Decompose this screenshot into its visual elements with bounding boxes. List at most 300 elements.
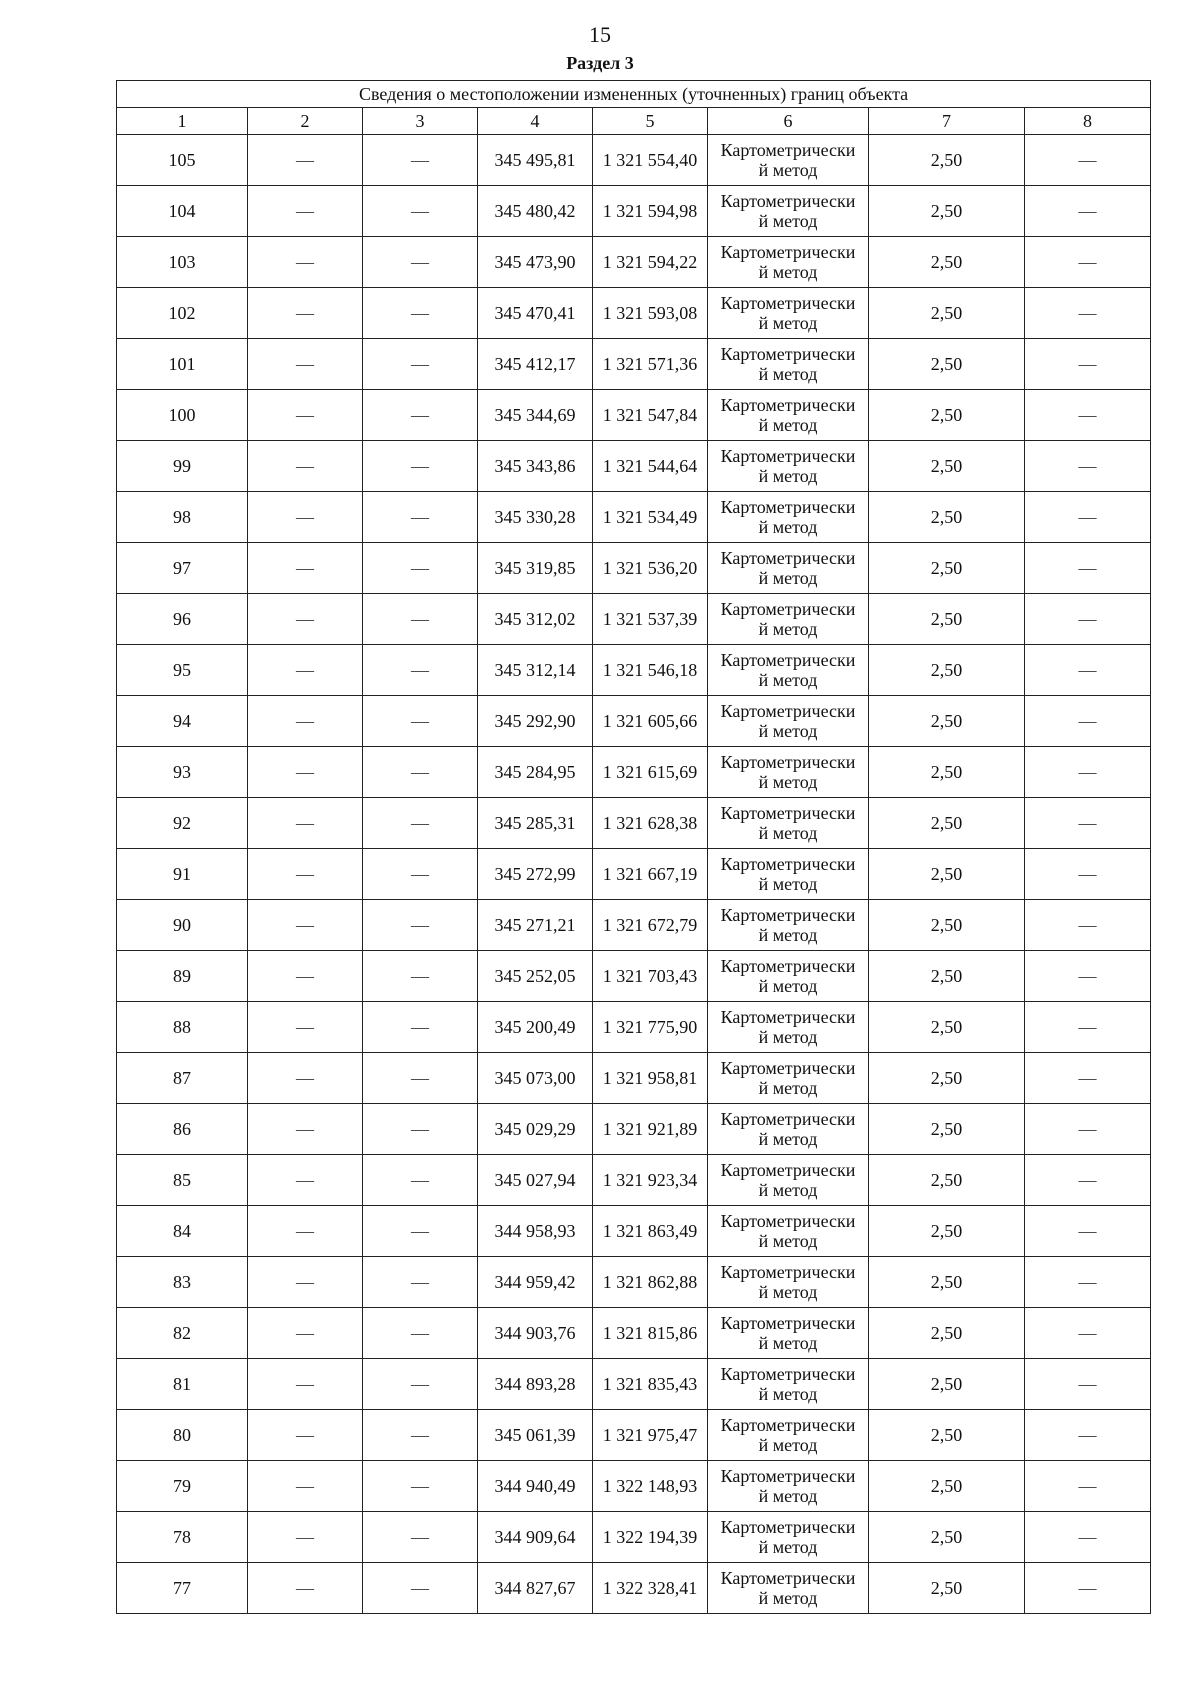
col8-dash-cell: — <box>1025 696 1151 747</box>
coordinate-x-cell: 345 480,42 <box>478 186 593 237</box>
col2-dash-cell: — <box>248 441 363 492</box>
point-number-cell: 96 <box>117 594 248 645</box>
col2-dash-cell: — <box>248 900 363 951</box>
method-cell <box>708 390 869 441</box>
table-row <box>117 951 1151 1002</box>
col3-dash-cell: — <box>363 1563 478 1614</box>
col8-dash-cell: — <box>1025 339 1151 390</box>
method-line-2: й метод <box>758 1282 818 1302</box>
accuracy-cell: 2,50 <box>869 1257 1025 1308</box>
method-line-2: й метод <box>758 415 818 435</box>
col8-dash-cell: — <box>1025 849 1151 900</box>
method-cell <box>708 441 869 492</box>
method-cell <box>708 645 869 696</box>
method-cell <box>708 237 869 288</box>
col2-dash-cell: — <box>248 1308 363 1359</box>
table-row <box>117 339 1151 390</box>
method-line-2: й метод <box>758 211 818 231</box>
coordinate-y-cell: 1 321 546,18 <box>593 645 708 696</box>
method-line-1: Картометрически <box>720 395 856 415</box>
method-line-2: й метод <box>758 466 818 486</box>
coordinate-y-cell: 1 321 921,89 <box>593 1104 708 1155</box>
method-cell <box>708 1002 869 1053</box>
method-line-2: й метод <box>758 925 818 945</box>
boundary-coordinates-table <box>116 80 1151 1614</box>
col8-dash-cell: — <box>1025 1461 1151 1512</box>
coordinate-y-cell: 1 321 667,19 <box>593 849 708 900</box>
table-row <box>117 1359 1151 1410</box>
col3-dash-cell: — <box>363 288 478 339</box>
col2-dash-cell: — <box>248 645 363 696</box>
accuracy-cell: 2,50 <box>869 492 1025 543</box>
method-line-2: й метод <box>758 517 818 537</box>
method-line-2: й метод <box>758 1435 818 1455</box>
method-line-1: Картометрически <box>720 1313 856 1333</box>
col3-dash-cell: — <box>363 186 478 237</box>
method-cell <box>708 696 869 747</box>
method-line-2: й метод <box>758 772 818 792</box>
method-line-1: Картометрически <box>720 497 856 517</box>
point-number-cell: 79 <box>117 1461 248 1512</box>
method-cell <box>708 186 869 237</box>
method-line-1: Картометрически <box>720 1211 856 1231</box>
table-row <box>117 1002 1151 1053</box>
accuracy-cell: 2,50 <box>869 645 1025 696</box>
method-line-2: й метод <box>758 823 818 843</box>
col2-dash-cell: — <box>248 951 363 1002</box>
method-line-2: й метод <box>758 670 818 690</box>
method-line-1: Картометрически <box>720 701 856 721</box>
coordinate-x-cell: 344 893,28 <box>478 1359 593 1410</box>
coordinate-x-cell: 345 284,95 <box>478 747 593 798</box>
method-line-2: й метод <box>758 1078 818 1098</box>
col3-dash-cell: — <box>363 543 478 594</box>
column-header-8: 8 <box>1025 108 1151 135</box>
point-number-cell: 89 <box>117 951 248 1002</box>
col8-dash-cell: — <box>1025 543 1151 594</box>
method-cell <box>708 1410 869 1461</box>
coordinate-y-cell: 1 321 628,38 <box>593 798 708 849</box>
coordinate-x-cell: 345 495,81 <box>478 135 593 186</box>
col8-dash-cell: — <box>1025 1053 1151 1104</box>
col8-dash-cell: — <box>1025 1359 1151 1410</box>
col3-dash-cell: — <box>363 1461 478 1512</box>
table-caption: Сведения о местоположении измененных (уточненных) границ объекта <box>117 81 1151 108</box>
coordinate-x-cell: 344 827,67 <box>478 1563 593 1614</box>
col2-dash-cell: — <box>248 747 363 798</box>
coordinate-x-cell: 345 271,21 <box>478 900 593 951</box>
table-row <box>117 288 1151 339</box>
column-header-2: 2 <box>248 108 363 135</box>
col3-dash-cell: — <box>363 492 478 543</box>
col8-dash-cell: — <box>1025 237 1151 288</box>
accuracy-cell: 2,50 <box>869 747 1025 798</box>
table-row <box>117 747 1151 798</box>
col2-dash-cell: — <box>248 390 363 441</box>
col3-dash-cell: — <box>363 1104 478 1155</box>
accuracy-cell: 2,50 <box>869 696 1025 747</box>
column-header-7: 7 <box>869 108 1025 135</box>
method-line-1: Картометрически <box>720 1007 856 1027</box>
accuracy-cell: 2,50 <box>869 1053 1025 1104</box>
coordinate-y-cell: 1 322 194,39 <box>593 1512 708 1563</box>
col8-dash-cell: — <box>1025 1257 1151 1308</box>
method-cell <box>708 1308 869 1359</box>
method-cell <box>708 1359 869 1410</box>
column-header-1: 1 <box>117 108 248 135</box>
col8-dash-cell: — <box>1025 135 1151 186</box>
coordinate-y-cell: 1 321 536,20 <box>593 543 708 594</box>
coordinate-y-cell: 1 321 672,79 <box>593 900 708 951</box>
method-line-1: Картометрически <box>720 140 856 160</box>
point-number-cell: 88 <box>117 1002 248 1053</box>
column-header-6: 6 <box>708 108 869 135</box>
point-number-cell: 83 <box>117 1257 248 1308</box>
point-number-cell: 99 <box>117 441 248 492</box>
column-header-5: 5 <box>593 108 708 135</box>
coordinate-y-cell: 1 321 975,47 <box>593 1410 708 1461</box>
col3-dash-cell: — <box>363 798 478 849</box>
coordinate-y-cell: 1 321 571,36 <box>593 339 708 390</box>
accuracy-cell: 2,50 <box>869 339 1025 390</box>
accuracy-cell: 2,50 <box>869 1104 1025 1155</box>
method-line-2: й метод <box>758 1027 818 1047</box>
col2-dash-cell: — <box>248 696 363 747</box>
method-line-1: Картометрически <box>720 344 856 364</box>
table-row <box>117 1410 1151 1461</box>
col2-dash-cell: — <box>248 339 363 390</box>
coordinate-y-cell: 1 322 328,41 <box>593 1563 708 1614</box>
col3-dash-cell: — <box>363 951 478 1002</box>
method-line-2: й метод <box>758 364 818 384</box>
accuracy-cell: 2,50 <box>869 237 1025 288</box>
col8-dash-cell: — <box>1025 390 1151 441</box>
col3-dash-cell: — <box>363 1053 478 1104</box>
col2-dash-cell: — <box>248 1104 363 1155</box>
table-row <box>117 390 1151 441</box>
col8-dash-cell: — <box>1025 441 1151 492</box>
method-line-1: Картометрически <box>720 1415 856 1435</box>
method-cell <box>708 1206 869 1257</box>
accuracy-cell: 2,50 <box>869 1308 1025 1359</box>
table-row <box>117 441 1151 492</box>
coordinate-y-cell: 1 321 594,98 <box>593 186 708 237</box>
col3-dash-cell: — <box>363 900 478 951</box>
method-cell <box>708 1257 869 1308</box>
coordinate-y-cell: 1 321 534,49 <box>593 492 708 543</box>
point-number-cell: 80 <box>117 1410 248 1461</box>
table-row <box>117 849 1151 900</box>
method-line-1: Картометрически <box>720 854 856 874</box>
accuracy-cell: 2,50 <box>869 135 1025 186</box>
method-line-1: Картометрически <box>720 650 856 670</box>
method-line-1: Картометрически <box>720 446 856 466</box>
col8-dash-cell: — <box>1025 1206 1151 1257</box>
coordinate-y-cell: 1 321 594,22 <box>593 237 708 288</box>
col2-dash-cell: — <box>248 237 363 288</box>
col2-dash-cell: — <box>248 1410 363 1461</box>
point-number-cell: 78 <box>117 1512 248 1563</box>
col2-dash-cell: — <box>248 492 363 543</box>
accuracy-cell: 2,50 <box>869 1563 1025 1614</box>
method-line-1: Картометрически <box>720 803 856 823</box>
accuracy-cell: 2,50 <box>869 1206 1025 1257</box>
method-line-2: й метод <box>758 1129 818 1149</box>
method-cell <box>708 1053 869 1104</box>
point-number-cell: 91 <box>117 849 248 900</box>
method-cell <box>708 339 869 390</box>
coordinate-x-cell: 344 909,64 <box>478 1512 593 1563</box>
point-number-cell: 101 <box>117 339 248 390</box>
col8-dash-cell: — <box>1025 1410 1151 1461</box>
col2-dash-cell: — <box>248 543 363 594</box>
coordinate-x-cell: 345 312,14 <box>478 645 593 696</box>
point-number-cell: 94 <box>117 696 248 747</box>
table-row <box>117 798 1151 849</box>
coordinate-y-cell: 1 321 923,34 <box>593 1155 708 1206</box>
accuracy-cell: 2,50 <box>869 900 1025 951</box>
method-cell <box>708 1104 869 1155</box>
col2-dash-cell: — <box>248 1257 363 1308</box>
accuracy-cell: 2,50 <box>869 543 1025 594</box>
col3-dash-cell: — <box>363 696 478 747</box>
coordinate-x-cell: 345 292,90 <box>478 696 593 747</box>
coordinate-x-cell: 345 470,41 <box>478 288 593 339</box>
coordinate-x-cell: 345 061,39 <box>478 1410 593 1461</box>
point-number-cell: 86 <box>117 1104 248 1155</box>
accuracy-cell: 2,50 <box>869 1410 1025 1461</box>
point-number-cell: 77 <box>117 1563 248 1614</box>
coordinate-x-cell: 345 312,02 <box>478 594 593 645</box>
table-body <box>117 135 1151 1614</box>
column-header-4: 4 <box>478 108 593 135</box>
table-row <box>117 1563 1151 1614</box>
method-line-1: Картометрически <box>720 293 856 313</box>
method-line-2: й метод <box>758 721 818 741</box>
coordinate-y-cell: 1 321 815,86 <box>593 1308 708 1359</box>
col3-dash-cell: — <box>363 1155 478 1206</box>
method-line-2: й метод <box>758 976 818 996</box>
accuracy-cell: 2,50 <box>869 186 1025 237</box>
table-row <box>117 594 1151 645</box>
table-row <box>117 696 1151 747</box>
point-number-cell: 97 <box>117 543 248 594</box>
method-line-2: й метод <box>758 874 818 894</box>
coordinate-x-cell: 344 958,93 <box>478 1206 593 1257</box>
col3-dash-cell: — <box>363 1002 478 1053</box>
coordinate-y-cell: 1 321 703,43 <box>593 951 708 1002</box>
table-row <box>117 645 1151 696</box>
col8-dash-cell: — <box>1025 1104 1151 1155</box>
coordinate-x-cell: 345 285,31 <box>478 798 593 849</box>
method-line-1: Картометрически <box>720 242 856 262</box>
method-cell <box>708 900 869 951</box>
point-number-cell: 105 <box>117 135 248 186</box>
method-cell <box>708 1461 869 1512</box>
method-line-1: Картометрически <box>720 1364 856 1384</box>
col8-dash-cell: — <box>1025 186 1151 237</box>
coordinate-x-cell: 345 319,85 <box>478 543 593 594</box>
method-cell <box>708 1512 869 1563</box>
coordinate-x-cell: 345 344,69 <box>478 390 593 441</box>
column-header-3: 3 <box>363 108 478 135</box>
coordinate-y-cell: 1 322 148,93 <box>593 1461 708 1512</box>
point-number-cell: 102 <box>117 288 248 339</box>
accuracy-cell: 2,50 <box>869 390 1025 441</box>
col2-dash-cell: — <box>248 186 363 237</box>
col3-dash-cell: — <box>363 594 478 645</box>
method-line-1: Картометрически <box>720 905 856 925</box>
method-line-2: й метод <box>758 1384 818 1404</box>
accuracy-cell: 2,50 <box>869 1461 1025 1512</box>
point-number-cell: 95 <box>117 645 248 696</box>
col2-dash-cell: — <box>248 798 363 849</box>
point-number-cell: 81 <box>117 1359 248 1410</box>
col2-dash-cell: — <box>248 1512 363 1563</box>
col8-dash-cell: — <box>1025 594 1151 645</box>
col2-dash-cell: — <box>248 1155 363 1206</box>
col8-dash-cell: — <box>1025 798 1151 849</box>
method-line-1: Картометрически <box>720 548 856 568</box>
coordinate-y-cell: 1 321 775,90 <box>593 1002 708 1053</box>
col8-dash-cell: — <box>1025 1563 1151 1614</box>
point-number-cell: 93 <box>117 747 248 798</box>
coordinate-x-cell: 345 200,49 <box>478 1002 593 1053</box>
method-line-2: й метод <box>758 262 818 282</box>
coordinate-x-cell: 345 029,29 <box>478 1104 593 1155</box>
method-cell <box>708 288 869 339</box>
method-line-1: Картометрически <box>720 1517 856 1537</box>
method-cell <box>708 951 869 1002</box>
coordinate-x-cell: 345 473,90 <box>478 237 593 288</box>
method-cell <box>708 1155 869 1206</box>
col8-dash-cell: — <box>1025 288 1151 339</box>
col3-dash-cell: — <box>363 390 478 441</box>
method-line-1: Картометрически <box>720 1262 856 1282</box>
col8-dash-cell: — <box>1025 1155 1151 1206</box>
col2-dash-cell: — <box>248 1206 363 1257</box>
col8-dash-cell: — <box>1025 1512 1151 1563</box>
method-cell <box>708 1563 869 1614</box>
point-number-cell: 82 <box>117 1308 248 1359</box>
coordinate-x-cell: 344 940,49 <box>478 1461 593 1512</box>
coordinate-x-cell: 345 272,99 <box>478 849 593 900</box>
accuracy-cell: 2,50 <box>869 951 1025 1002</box>
coordinate-y-cell: 1 321 593,08 <box>593 288 708 339</box>
accuracy-cell: 2,50 <box>869 1512 1025 1563</box>
method-cell <box>708 594 869 645</box>
coordinate-y-cell: 1 321 958,81 <box>593 1053 708 1104</box>
section-title: Раздел 3 <box>566 53 634 73</box>
col2-dash-cell: — <box>248 1563 363 1614</box>
method-line-1: Картометрически <box>720 191 856 211</box>
col8-dash-cell: — <box>1025 1308 1151 1359</box>
col8-dash-cell: — <box>1025 645 1151 696</box>
coordinate-y-cell: 1 321 835,43 <box>593 1359 708 1410</box>
col8-dash-cell: — <box>1025 747 1151 798</box>
table-row <box>117 1257 1151 1308</box>
table-row <box>117 1206 1151 1257</box>
accuracy-cell: 2,50 <box>869 798 1025 849</box>
coordinate-x-cell: 344 903,76 <box>478 1308 593 1359</box>
method-line-2: й метод <box>758 568 818 588</box>
col2-dash-cell: — <box>248 1461 363 1512</box>
col3-dash-cell: — <box>363 1410 478 1461</box>
method-cell <box>708 135 869 186</box>
col2-dash-cell: — <box>248 1053 363 1104</box>
method-cell <box>708 849 869 900</box>
method-line-1: Картометрически <box>720 1109 856 1129</box>
point-number-cell: 98 <box>117 492 248 543</box>
coordinate-y-cell: 1 321 537,39 <box>593 594 708 645</box>
table-row <box>117 1512 1151 1563</box>
table-row <box>117 900 1151 951</box>
accuracy-cell: 2,50 <box>869 1155 1025 1206</box>
method-line-1: Картометрически <box>720 956 856 976</box>
point-number-cell: 104 <box>117 186 248 237</box>
table-row <box>117 1155 1151 1206</box>
table-row <box>117 135 1151 186</box>
point-number-cell: 87 <box>117 1053 248 1104</box>
col3-dash-cell: — <box>363 1512 478 1563</box>
col3-dash-cell: — <box>363 1359 478 1410</box>
col3-dash-cell: — <box>363 1206 478 1257</box>
col2-dash-cell: — <box>248 849 363 900</box>
table-row <box>117 237 1151 288</box>
method-cell <box>708 492 869 543</box>
point-number-cell: 85 <box>117 1155 248 1206</box>
coordinate-x-cell: 345 412,17 <box>478 339 593 390</box>
method-line-1: Картометрически <box>720 1058 856 1078</box>
coordinate-x-cell: 345 343,86 <box>478 441 593 492</box>
coordinate-y-cell: 1 321 547,84 <box>593 390 708 441</box>
col3-dash-cell: — <box>363 1257 478 1308</box>
coordinate-y-cell: 1 321 554,40 <box>593 135 708 186</box>
method-line-1: Картометрически <box>720 1466 856 1486</box>
table-row <box>117 1308 1151 1359</box>
accuracy-cell: 2,50 <box>869 441 1025 492</box>
point-number-cell: 92 <box>117 798 248 849</box>
coordinate-y-cell: 1 321 605,66 <box>593 696 708 747</box>
col2-dash-cell: — <box>248 1359 363 1410</box>
accuracy-cell: 2,50 <box>869 849 1025 900</box>
coordinate-y-cell: 1 321 863,49 <box>593 1206 708 1257</box>
col3-dash-cell: — <box>363 849 478 900</box>
col3-dash-cell: — <box>363 747 478 798</box>
col2-dash-cell: — <box>248 594 363 645</box>
method-line-2: й метод <box>758 1486 818 1506</box>
method-line-2: й метод <box>758 1231 818 1251</box>
col2-dash-cell: — <box>248 1002 363 1053</box>
method-line-2: й метод <box>758 160 818 180</box>
method-line-2: й метод <box>758 313 818 333</box>
method-line-1: Картометрически <box>720 752 856 772</box>
coordinate-x-cell: 345 073,00 <box>478 1053 593 1104</box>
table-row <box>117 1104 1151 1155</box>
accuracy-cell: 2,50 <box>869 288 1025 339</box>
col3-dash-cell: — <box>363 1308 478 1359</box>
method-line-2: й метод <box>758 1333 818 1353</box>
point-number-cell: 84 <box>117 1206 248 1257</box>
col8-dash-cell: — <box>1025 900 1151 951</box>
method-line-2: й метод <box>758 619 818 639</box>
method-line-2: й метод <box>758 1588 818 1608</box>
col8-dash-cell: — <box>1025 1002 1151 1053</box>
coordinate-x-cell: 345 252,05 <box>478 951 593 1002</box>
table-row <box>117 186 1151 237</box>
accuracy-cell: 2,50 <box>869 594 1025 645</box>
table-row <box>117 1053 1151 1104</box>
